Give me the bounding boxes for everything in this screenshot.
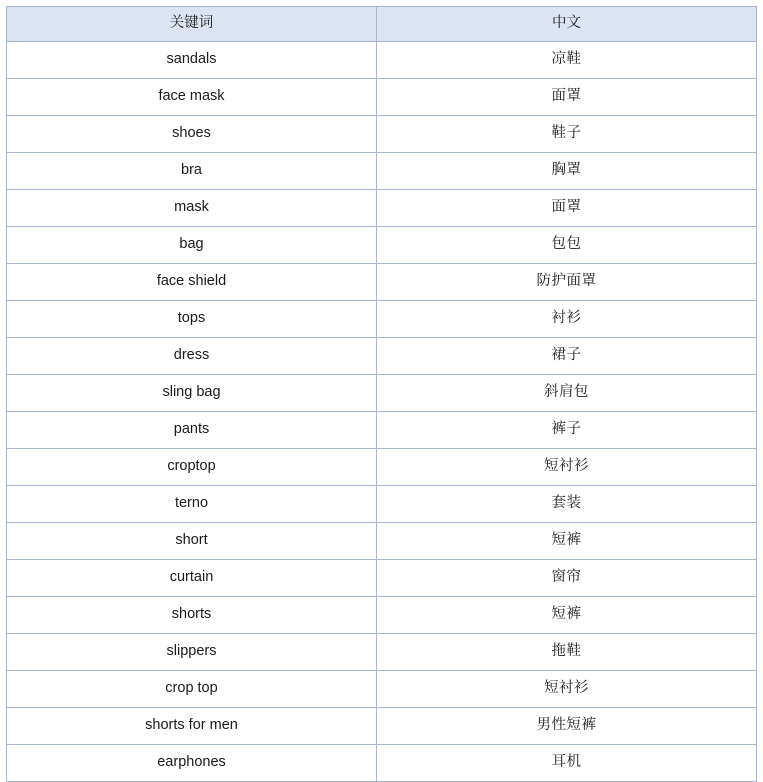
cell-chinese: 面罩 xyxy=(377,79,757,116)
table-body xyxy=(7,42,757,782)
cell-keyword: shorts for men xyxy=(7,708,377,745)
cell-keyword: mask xyxy=(7,190,377,227)
table-header xyxy=(7,7,757,42)
cell-keyword: croptop xyxy=(7,449,377,486)
table-row xyxy=(7,153,757,190)
cell-keyword: short xyxy=(7,523,377,560)
cell-keyword: shorts xyxy=(7,597,377,634)
cell-chinese: 包包 xyxy=(377,227,757,264)
cell-chinese: 裙子 xyxy=(377,338,757,375)
table-row xyxy=(7,375,757,412)
cell-chinese: 窗帘 xyxy=(377,560,757,597)
cell-keyword: sandals xyxy=(7,42,377,79)
cell-keyword: crop top xyxy=(7,671,377,708)
cell-chinese: 短衬衫 xyxy=(377,671,757,708)
table-row xyxy=(7,301,757,338)
table-row xyxy=(7,745,757,782)
cell-keyword: curtain xyxy=(7,560,377,597)
table-row xyxy=(7,338,757,375)
column-header-keyword: 关键词 xyxy=(7,7,377,42)
table-row xyxy=(7,523,757,560)
cell-keyword: bag xyxy=(7,227,377,264)
cell-chinese: 胸罩 xyxy=(377,153,757,190)
table-row xyxy=(7,190,757,227)
cell-keyword: sling bag xyxy=(7,375,377,412)
table-row xyxy=(7,412,757,449)
table-header-row xyxy=(7,7,757,42)
cell-chinese: 套装 xyxy=(377,486,757,523)
cell-chinese: 鞋子 xyxy=(377,116,757,153)
table-row xyxy=(7,671,757,708)
table-row xyxy=(7,264,757,301)
table-row xyxy=(7,597,757,634)
cell-keyword: pants xyxy=(7,412,377,449)
cell-keyword: bra xyxy=(7,153,377,190)
column-header-chinese: 中文 xyxy=(377,7,757,42)
cell-keyword: face mask xyxy=(7,79,377,116)
cell-keyword: face shield xyxy=(7,264,377,301)
cell-keyword: dress xyxy=(7,338,377,375)
cell-chinese: 拖鞋 xyxy=(377,634,757,671)
table-row xyxy=(7,116,757,153)
table-row xyxy=(7,42,757,79)
cell-chinese: 面罩 xyxy=(377,190,757,227)
cell-chinese: 凉鞋 xyxy=(377,42,757,79)
table-row xyxy=(7,79,757,116)
cell-keyword: slippers xyxy=(7,634,377,671)
cell-chinese: 防护面罩 xyxy=(377,264,757,301)
cell-chinese: 斜肩包 xyxy=(377,375,757,412)
cell-keyword: tops xyxy=(7,301,377,338)
table-row xyxy=(7,486,757,523)
cell-chinese: 衬衫 xyxy=(377,301,757,338)
table-row xyxy=(7,227,757,264)
cell-keyword: shoes xyxy=(7,116,377,153)
table-row xyxy=(7,708,757,745)
cell-chinese: 耳机 xyxy=(377,745,757,782)
table-row xyxy=(7,634,757,671)
cell-keyword: earphones xyxy=(7,745,377,782)
cell-chinese: 短裤 xyxy=(377,523,757,560)
cell-chinese: 男性短裤 xyxy=(377,708,757,745)
cell-chinese: 裤子 xyxy=(377,412,757,449)
cell-chinese: 短裤 xyxy=(377,597,757,634)
table-row xyxy=(7,449,757,486)
cell-keyword: terno xyxy=(7,486,377,523)
keyword-translation-table xyxy=(6,6,757,782)
cell-chinese: 短衬衫 xyxy=(377,449,757,486)
table-row xyxy=(7,560,757,597)
